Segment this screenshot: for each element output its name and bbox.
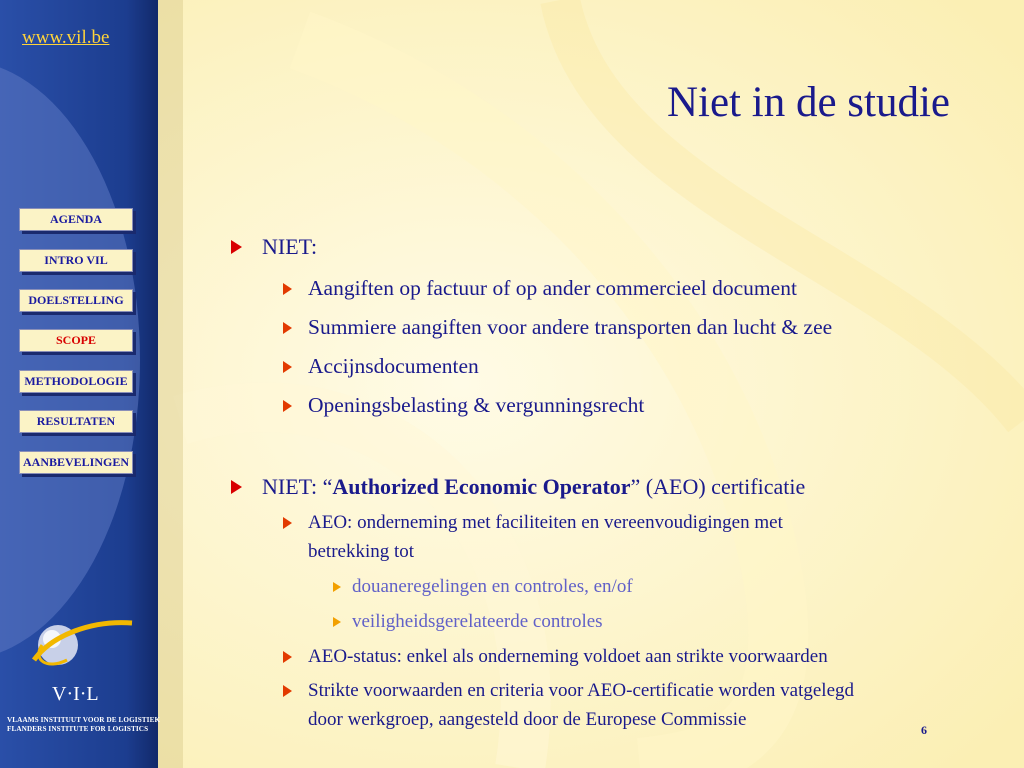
bullet-arrow-icon [283, 322, 292, 334]
sub-list-item: veiligheidsgerelateerde controles [352, 611, 603, 632]
nav-doelstelling[interactable]: DOELSTELLING [19, 289, 133, 312]
logo-text: V·I·L [52, 683, 99, 705]
list-item: Aangiften op factuur of op ander commercieel document [308, 276, 797, 300]
nav-methodologie[interactable]: METHODOLOGIE [19, 370, 133, 393]
bullet-arrow-icon [283, 651, 292, 663]
nav-intro-vil[interactable]: INTRO VIL [19, 249, 133, 272]
website-link[interactable]: www.vil.be [22, 27, 110, 48]
section2-suffix: ” (AEO) certificatie [630, 474, 806, 499]
list-item: AEO: onderneming met faciliteiten en vereenvoudigingen met [308, 512, 783, 533]
bullet-arrow-icon [283, 400, 292, 412]
section2-prefix: NIET: “ [262, 474, 333, 499]
bullet-arrow-icon [231, 480, 242, 494]
list-item-continued: betrekking tot [308, 541, 415, 562]
bullet-arrow-icon [283, 517, 292, 529]
section2-bold: Authorized Economic Operator [332, 474, 631, 499]
sub-list-item: douaneregelingen en controles, en/of [352, 576, 633, 597]
vil-logo-icon [22, 615, 142, 710]
bullet-arrow-icon [333, 617, 341, 627]
nav-scope[interactable]: SCOPE [19, 329, 133, 352]
page-number: 6 [921, 723, 927, 737]
list-item-continued: door werkgroep, aangesteld door de Europese Commissie [308, 709, 747, 730]
bullet-arrow-icon [283, 685, 292, 697]
list-item: Accijnsdocumenten [308, 354, 479, 378]
list-item: Openingsbelasting & vergunningsrecht [308, 393, 645, 417]
institute-name [7, 716, 160, 734]
list-item: Strikte voorwaarden en criteria voor AEO-certificatie worden vatgelegd [308, 680, 855, 701]
list-item: Summiere aangiften voor andere transporten dan lucht & zee [308, 315, 833, 339]
nav-resultaten[interactable]: RESULTATEN [19, 410, 133, 433]
institute-line-2: FLANDERS INSTITUTE FOR LOGISTICS [7, 725, 149, 733]
section2-heading [262, 474, 805, 500]
bullet-arrow-icon [283, 283, 292, 295]
section1-heading: NIET: [262, 234, 318, 259]
bullet-arrow-icon [231, 240, 242, 254]
slide-title: Niet in de studie [666, 79, 950, 126]
list-item: AEO-status: enkel als onderneming voldoet aan strikte voorwaarden [308, 646, 828, 667]
institute-line-1: VLAAMS INSTITUUT VOOR DE LOGISTIEK [7, 716, 161, 724]
nav-agenda[interactable]: AGENDA [19, 208, 133, 231]
nav-aanbevelingen[interactable]: AANBEVELINGEN [19, 451, 133, 474]
bullet-arrow-icon [333, 582, 341, 592]
bullet-arrow-icon [283, 361, 292, 373]
